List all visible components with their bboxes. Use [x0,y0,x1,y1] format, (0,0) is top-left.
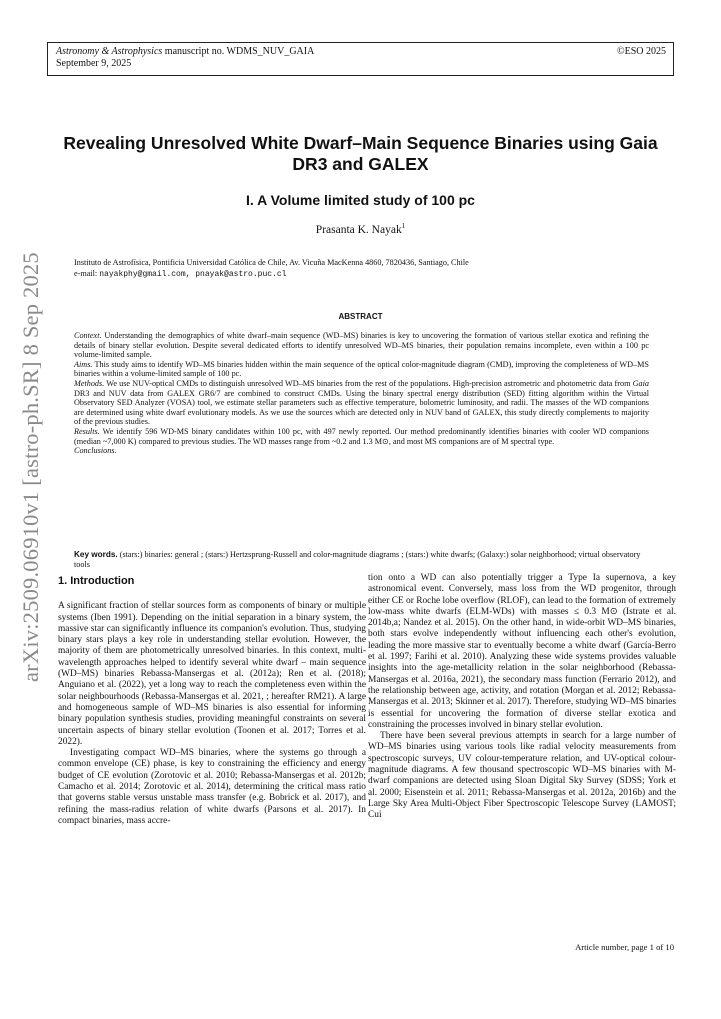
affiliation: Instituto de Astrofísica, Pontificia Universidad Católica de Chile, Av. Vicuña MacKenna 4860, 7820436, Santiago, Chile [74,258,469,267]
email-line [74,269,286,279]
left-column [58,576,366,827]
abstract-body [74,331,649,456]
abstract-methods-a: We use NUV-optical CMDs to distinguish unresolved WD–MS binaries from the rest of the populations. High-precision astrometric and photometric data from [104,378,633,388]
arxiv-watermark: arXiv:2509.06910v1 [astro-ph.SR] 8 Sep 2025 [18,252,43,682]
abstract-methods-gaia: Gaia [632,378,649,388]
section-heading-introduction: 1. Introduction [58,575,135,587]
paper-subtitle: I. A Volume limited study of 100 pc [246,192,475,208]
paper-title: Revealing Unresolved White Dwarf–Main Sequence Binaries using Gaia DR3 and GALEX [63,133,658,174]
abstract-aims-label: Aims. [74,359,93,369]
keywords-label: Key words. [74,550,118,559]
abstract-context-label: Context. [74,331,102,340]
abstract-results-label: Results. [74,426,100,436]
email-address: nayakphy@gmail.com, pnayak@astro.puc.cl [99,270,287,279]
keywords-text: (stars:) binaries: general ; (stars:) Hertzsprung-Russell and color-magnitude diagrams ; (stars:) white dwarfs; (Galaxy:) solar neighborhood; virtual observatory tools [74,550,641,569]
author-affil-mark: 1 [401,222,406,230]
keywords [74,550,649,570]
page-footer: Article number, page 1 of 10 [575,942,674,952]
header-manuscript-info [56,46,314,70]
abstract-context: Understanding the demographics of white dwarf–main sequence (WD–MS) binaries is key to uncovering the formation of various stellar exotica and refining the details of binary stellar evolution. Despite several dedicated efforts to identify unresolved WD–MS binaries, their population remains incomplete, even within a 100 pc volume-limited sample. [74,331,649,360]
right-column [368,573,676,822]
abstract-methods-label: Methods. [74,378,105,388]
intro-paragraph: Investigating compact WD–MS binaries, where the systems go through a common envelope (CE) phase, is key to constraining the efficiency and energy budget of CE evolution (Zorotovic et al. 2010; Rebassa-Mansergas et al. 2012b; Camacho et al. 2014; Zorotovic et al. 2014), determining the critical mass ratio that governs stable versus unstable mass transfer (e.g. Bobrick et al. 2017), and refining the mass-radius relation of white dwarfs (Parsons et al. 2017). In compact binaries, mass accre- [58,748,366,826]
abstract-heading: ABSTRACT [338,312,383,321]
abstract-conclusions-label: Conclusions. [74,446,117,456]
email-label: e-mail: [74,269,100,278]
intro-paragraph: A significant fraction of stellar sources form as components of binary or multiple systems (Iben 1991). Depending on the initial separation in a binary system, the massive star can significantly influence its companion's evolution. Thus, studying binary stars plays a key role in understanding stellar evolution. However, the majority of them are photometrically unresolved binaries. In this context, multi-wavelength approaches helped to identify several white dwarf – main sequence (WD–MS) binaries Rebassa-Mansergas et al. (2012a); Ren et al. (2018); Anguiano et al. (2022), yet a long way to reach the completeness even within the solar neighbourhoods (Rebassa-Mansergas et al. 2021, ; hereafter RM21). A large and homogeneous sample of WD–MS binaries is also essential for informing binary population synthesis studies, providing meaningful constraints on several uncertain aspects of binary stellar evolution (Toonen et al. 2017; Torres et al. 2022). [58,601,366,747]
manuscript-number: manuscript no. WDMS_NUV_GAIA [162,46,315,57]
journal-name: Astronomy & Astrophysics [56,46,163,57]
author-name: Prasanta K. Nayak [315,223,402,236]
intro-paragraph: There have been several previous attempts in search for a large number of WD–MS binaries using various tools like radial velocity measurements from spectroscopic surveys, UV colour-temperature relation, and UV-optical colour-magnitude diagrams. A few thousand spectroscopic WD–MS binaries with M-dwarf companions are detected using Sloan Digital Sky Survey (SDSS; York et al. 2000; Eisenstein et al. 2011; Rebassa-Mansergas et al. 2012a, 2016b) and the Large Sky Area Multi-Object Fiber Spectroscopic Telescope Survey (LAMOST; Cui [368,731,676,821]
copyright-notice: ©ESO 2025 [617,46,666,57]
intro-paragraph: tion onto a WD can also potentially trigger a Type Ia supernova, a key astronomical event. Conversely, mass loss from the WD progenitor, through either CE or Roche lobe overflow (RLOF), can lead to the formation of extremely low-mass white dwarfs (ELM-WDs) with masses ≤ 0.3 M⊙ (Istrate et al. 2014b,a; Nandez et al. 2015). On the other hand, in wide-orbit WD–MS binaries, both stars evolve independently without influencing each other's evolution, leading the more massive star to eventually become a white dwarf (García-Berro et al. 1997; Farihi et al. 2010). Analyzing these wide systems provides valuable insights into the age-metallicity relation in the solar neighborhood (Rebassa-Mansergas et al. 2016a, 2021), the secondary mass function (Ferrario 2012), and the relationship between age, activity, and rotation (Morgan et al. 2012; Rebassa-Mansergas et al. 2013; Skinner et al. 2017). Therefore, studying WD–MS binaries is essential for uncovering the formation of diverse stellar exotica and constraining the processes involved in binary stellar evolution. [368,573,676,730]
manuscript-date: September 9, 2025 [56,58,132,69]
abstract-methods-b: DR3 and NUV data from GALEX GR6/7 are combined to construct CMDs. Using the binary spectral energy distribution (SED) fitting algorithm within the Virtual Observatory SED Analyzer (VOSA) tool, we estimate stellar parameters such as effective temperature, bolometric luminosity, and radii. The masses of the WD companions are determined using white dwarf evolutionary models. As we use the sources which are detected only in NUV band of GALEX, this study directly complements to majority of the previous studies. [74,388,649,427]
abstract-results: We identify 596 WD-MS binary candidates within 100 pc, with 497 newly reported. Our method predominantly identifies binaries with cooler WD companions (median ~7,000 K) compared to previous studies. The WD masses range from ~0.2 and 1.3 M⊙, and most MS companions are of M spectral type. [74,426,649,446]
header-box [47,42,674,76]
abstract-aims: This study aims to identify WD–MS binaries hidden within the main sequence of the optical color-magnitude diagram (CMD), improving the completeness of WD–MS binaries within a volume-limited sample of 100 pc. [74,359,649,379]
author-line [50,222,671,236]
